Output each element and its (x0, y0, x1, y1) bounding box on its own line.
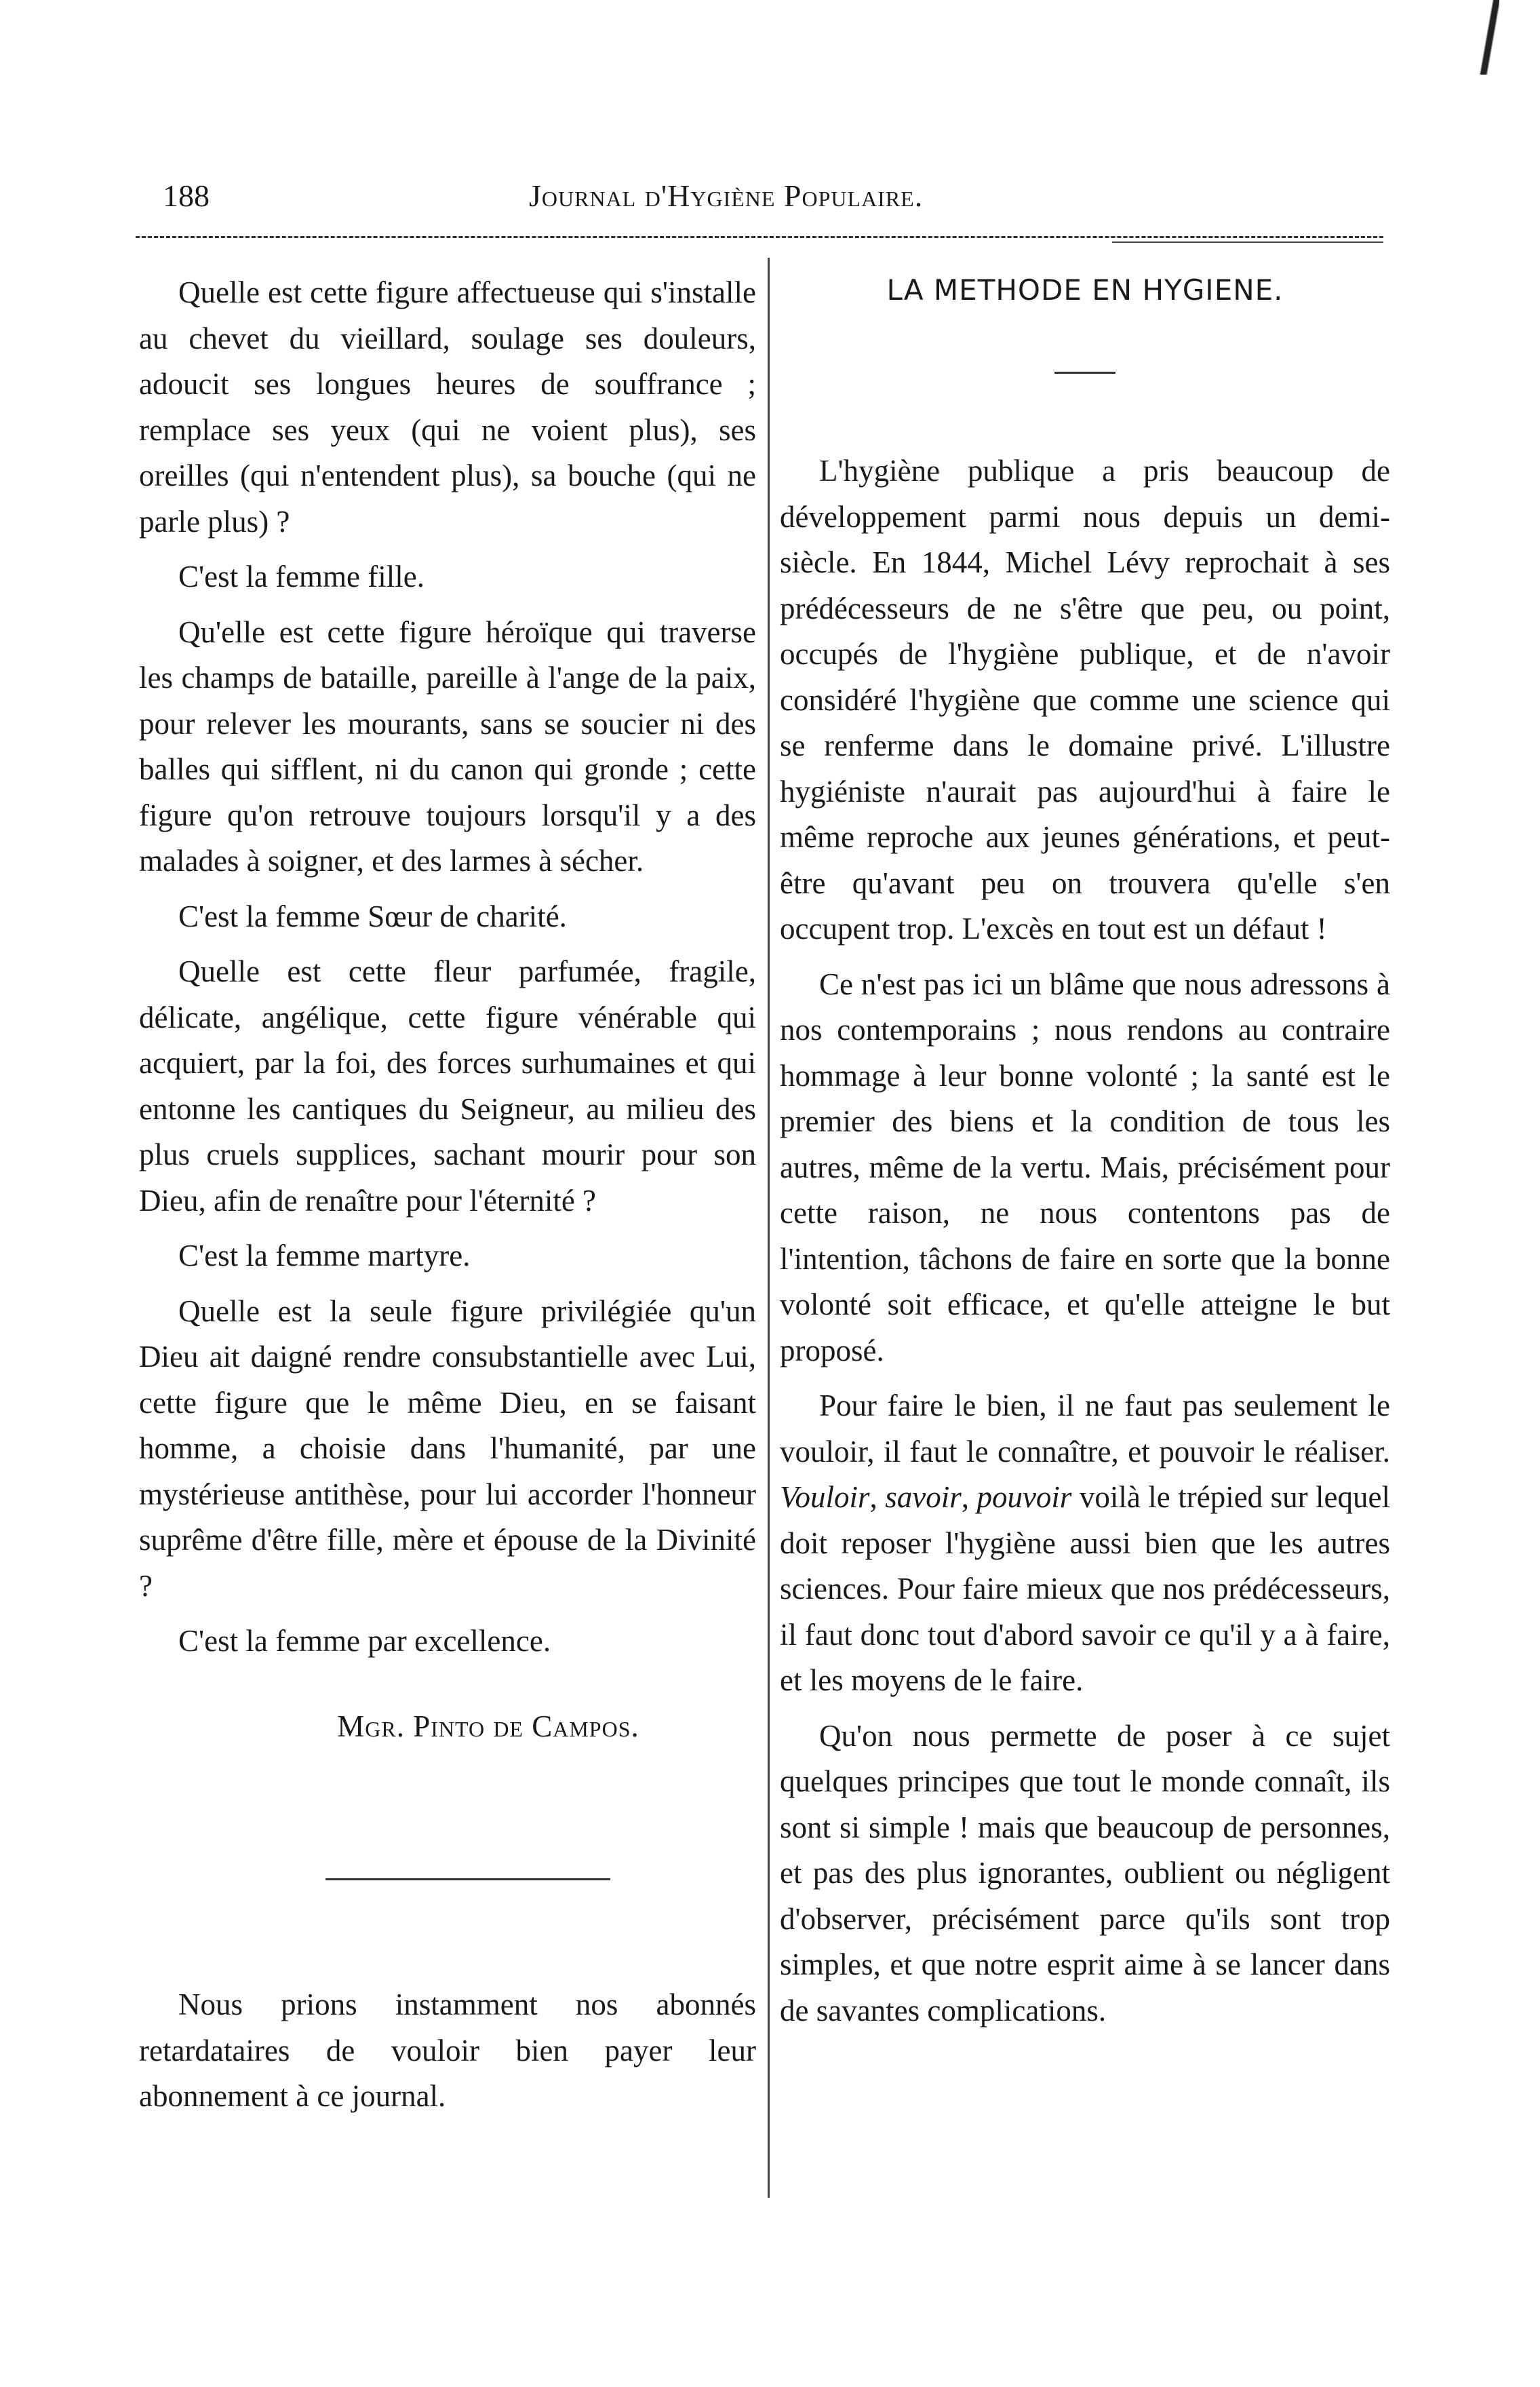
comma: , (961, 1480, 977, 1514)
article-title: LA METHODE EN HYGIENE. (886, 273, 1284, 307)
emphasis-vouloir: Vouloir (780, 1480, 870, 1514)
paragraph: Qu'elle est cette figure héroïque qui traverse les champs de bataille, pareille à l'ange de la paix, pour relever les mourants, sans se soucier ni des balles qui sifflent, ni du canon qui gronde ; cette figure qu'on retrouve toujours lorsqu'il y a des malades à soigner, et des larmes à sécher. (139, 615, 756, 878)
subscriber-notice: Nous prions instamment nos abonnés retardataires de vouloir bien payer leur abonnement à ce journal. (139, 1987, 756, 2113)
header-rule (136, 236, 1383, 238)
paragraph: Quelle est cette figure affectueuse qui s'installe au chevet du vieillard, soulage ses douleurs, adoucit ses longues heures de souffrance ; remplace ses yeux (qui ne voient plus), ses oreilles (qui n'entendent plus), sa bouche (qui ne parle plus) ? (139, 275, 756, 539)
section-separator (325, 1878, 610, 1880)
paragraph: Ce n'est pas ici un blâme que nous adressons à nos contemporains ; nous rendons au contraire hommage à leur bonne volonté ; la santé est le premier des biens et la condition de tous les autres, même de la vertu. Mais, précisément pour cette raison, ne nous contentons pas de l'intention, tâchons de faire en sorte que la bonne volonté soit efficace, et qu'elle atteigne le but proposé. (780, 967, 1390, 1367)
paragraph: C'est la femme Sœur de charité. (178, 899, 567, 933)
paragraph: C'est la femme fille. (178, 560, 425, 594)
paragraph-text: voilà le trépied sur lequel doit reposer l'hygiène aussi bien que les autres sciences. Pour faire mieux que nos prédécesseurs, il faut donc tout d'abord savoir ce qu'il y a à faire, et les moyens de le faire. (780, 1480, 1391, 1697)
paragraph: Quelle est la seule figure privilégiée qu'un Dieu ait daigné rendre consubstantielle avec Lui, cette figure que le même Dieu, en se faisant homme, a choisie dans l'humanité, par une mystérieuse antithèse, pour lui accorder l'honneur suprême d'être fille, mère et épouse de la Divinité ? (139, 1294, 756, 1603)
emphasis-pouvoir: pouvoir (976, 1480, 1072, 1514)
author-signature: Mgr. Pinto de Campos. (337, 1709, 639, 1743)
emphasis-savoir: savoir (885, 1480, 962, 1514)
left-column (139, 270, 756, 2129)
page-header (163, 178, 1383, 232)
column-divider (768, 258, 770, 2198)
paragraph-text: Pour faire le bien, il ne faut pas seulement le vouloir, il faut le connaître, et pouvoir le réaliser. (780, 1389, 1390, 1469)
paragraph: C'est la femme par excellence. (178, 1624, 551, 1658)
paragraph: L'hygiène publique a pris beaucoup de développement parmi nous depuis un demi-siècle. En 1844, Michel Lévy reprochait à ses prédécesseurs de ne s'être que peu, ou point, occupés de l'hygiène publique, et de n'avoir considéré l'hygiène que comme une science qui se renferme dans le domaine privé. L'illustre hygiéniste n'aurait pas aujourd'hui à faire le même reproche aux jeunes générations, et peut-être qu'avant peu on trouvera qu'elle s'en occupent trop. L'excès en tout est un défaut ! (780, 454, 1390, 946)
title-dash (1054, 372, 1115, 374)
paragraph: Qu'on nous permette de poser à ce sujet quelques principes que tout le monde connaît, ils sont si simple ! mais que beaucoup de personnes, et pas des plus ignorantes, oublient ou négligent d'observer, précisément parce qu'ils sont trop simples, et que notre esprit aime à se lancer dans de savantes complications. (780, 1718, 1390, 2027)
header-rule-accent (1112, 241, 1383, 243)
paragraph: Quelle est cette fleur parfumée, fragile, délicate, angélique, cette figure vénérable qui acquiert, par la foi, des forces surhumaines et qui entonne les cantiques du Seigneur, au milieu des plus cruels supplices, sachant mourir pour son Dieu, afin de renaître pour l'éternité ? (139, 954, 756, 1218)
comma: , (869, 1480, 886, 1514)
running-title: Journal d'Hygiène Populaire. (529, 178, 924, 213)
scan-corner-mark (1479, 0, 1499, 75)
paragraph (780, 1383, 1390, 1704)
page-number: 188 (163, 178, 210, 213)
right-column (780, 270, 1390, 2043)
paragraph: C'est la femme martyre. (178, 1239, 471, 1273)
